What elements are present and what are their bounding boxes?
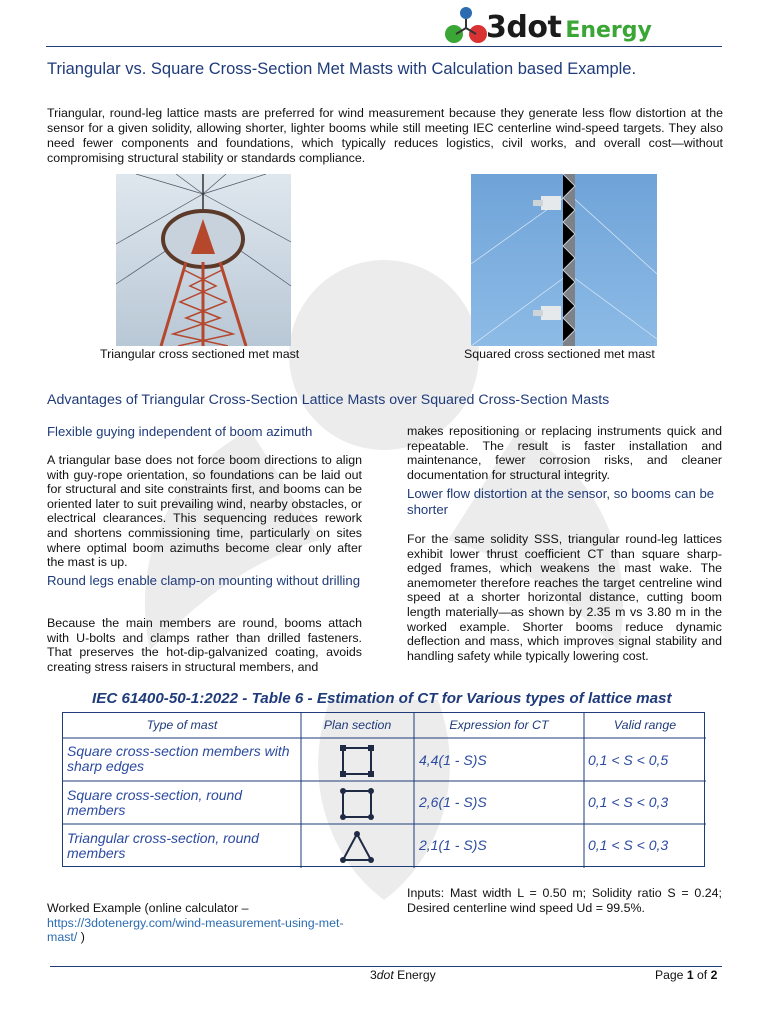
worked-example bbox=[47, 901, 367, 945]
triangular-mast-photo bbox=[116, 174, 291, 346]
table-row-2-type: Square cross-section, round members bbox=[67, 787, 243, 818]
square-sharp-icon bbox=[339, 745, 375, 777]
ct-table bbox=[62, 712, 705, 867]
table-row-1-expression: 4,4(1 - S)S bbox=[419, 752, 487, 768]
figure-caption-square: Squared cross sectioned met mast bbox=[464, 347, 655, 361]
subheading-lower-flow-distortion: Lower flow distortion at the sensor, so booms can be shorter bbox=[407, 486, 715, 517]
footer-brand-3: 3 bbox=[370, 968, 377, 982]
logo-mark: 3dot bbox=[486, 10, 562, 45]
subheading-round-legs: Round legs enable clamp-on mounting without drilling bbox=[47, 573, 361, 588]
page-total: 2 bbox=[710, 968, 718, 982]
table-header-plan: Plan section bbox=[323, 718, 392, 732]
page-of: of bbox=[693, 968, 711, 982]
intro-paragraph: Triangular, round-leg lattice masts are preferred for wind measurement because they generate less flow distortion at the sensor for a given solidity, allowing shorter, lighter booms while still meeting IEC centerline wind-speed targets. They also need fewer components and foundations, which typically reduces logistics, civil works, and overall cost—without compromising structural stability or standards compliance. bbox=[47, 106, 723, 165]
page-number bbox=[655, 968, 717, 982]
triangle-round-icon bbox=[339, 830, 375, 864]
figure-caption-triangular: Triangular cross sectioned met mast bbox=[100, 347, 300, 361]
table-row-2-expression: 2,6(1 - S)S bbox=[419, 794, 487, 810]
subheading-flexible-guying: Flexible guying independent of boom azimuth bbox=[47, 424, 313, 439]
table-row-3-type: Triangular cross-section, round members bbox=[67, 830, 259, 861]
table-header-type: Type of mast bbox=[146, 718, 218, 732]
table-title: IEC 61400-50-1:2022 - Table 6 - Estimation of CT for Various types of lattice mast bbox=[92, 690, 672, 707]
table-row-3-expression: 2,1(1 - S)S bbox=[419, 837, 487, 853]
worked-example-label: Worked Example (online calculator – bbox=[47, 901, 249, 915]
footer-divider bbox=[50, 966, 722, 967]
table-header-expression: Expression for CT bbox=[449, 718, 549, 732]
calculator-link[interactable]: https://3dotenergy.com/wind-measurement-using-met-mast/ bbox=[47, 915, 344, 945]
table-row-1-range: 0,1 < S < 0,5 bbox=[588, 752, 669, 768]
logo-word: Energy bbox=[565, 18, 652, 43]
header-divider bbox=[46, 46, 722, 47]
paragraph-flexible-guying: A triangular base does not force boom directions to align with guy-rope orientation, so foundations can be laid out for structural and site constraints first, and booms can be oriented later to suit prevailing wind, nearby obstacles, or electrical clearances. This sequencing reduces rework and shortens commissioning time, particularly on sites where optimal boom azimuths become clear only after the mast is up. bbox=[47, 453, 362, 570]
paragraph-round-legs: Because the main members are round, booms attach with U-bolts and clamps rather than drilled fasteners. That preserves the hot-dip-galvanized coating, avoids creating stress raisers in structural members, and bbox=[47, 616, 362, 674]
paragraph-round-legs-continued: makes repositioning or replacing instruments quick and repeatable. The result is faster installation and maintenance, fewer corrosion risks, and cleaner documentation for structural integrity. bbox=[407, 424, 722, 482]
table-row-3-range: 0,1 < S < 0,3 bbox=[588, 837, 669, 853]
brand-logo bbox=[444, 4, 704, 50]
table-row-2-range: 0,1 < S < 0,3 bbox=[588, 794, 669, 810]
table-row-1-type: Square cross-section members with sharp edges bbox=[67, 743, 290, 774]
square-mast-photo bbox=[471, 174, 657, 346]
worked-example-close: ) bbox=[77, 930, 85, 945]
square-round-icon bbox=[339, 788, 375, 820]
footer-brand-energy: Energy bbox=[393, 968, 436, 982]
table-header-range: Valid range bbox=[613, 718, 677, 732]
footer-brand bbox=[370, 968, 436, 982]
paragraph-lower-flow-distortion: For the same solidity SSS, triangular round-leg lattices exhibit lower thrust coefficient CT than square sharp-edged frames, which weakens the mast wake. The anemometer therefore reaches the target centreline wind speed at a shorter horizontal distance, cutting boom length materially—as shown by 2.35 m vs 3.80 m in the worked example. Shorter booms reduce dynamic deflection and mass, which improves signal stability and handling safety while typically lowering cost. bbox=[407, 532, 722, 663]
page-current: 1 bbox=[686, 968, 694, 982]
worked-inputs: Inputs: Mast width L = 0.50 m; Solidity ratio S = 0.24; Desired centerline wind speed Ud = 99.5%. bbox=[407, 886, 722, 915]
page-title: Triangular vs. Square Cross-Section Met Masts with Calculation based Example. bbox=[47, 60, 637, 78]
logo-dots-icon bbox=[444, 4, 492, 48]
footer-brand-dot: dot bbox=[376, 968, 394, 982]
section-title: Advantages of Triangular Cross-Section Lattice Masts over Squared Cross-Section Masts bbox=[47, 392, 610, 408]
page-label: Page bbox=[655, 968, 687, 982]
